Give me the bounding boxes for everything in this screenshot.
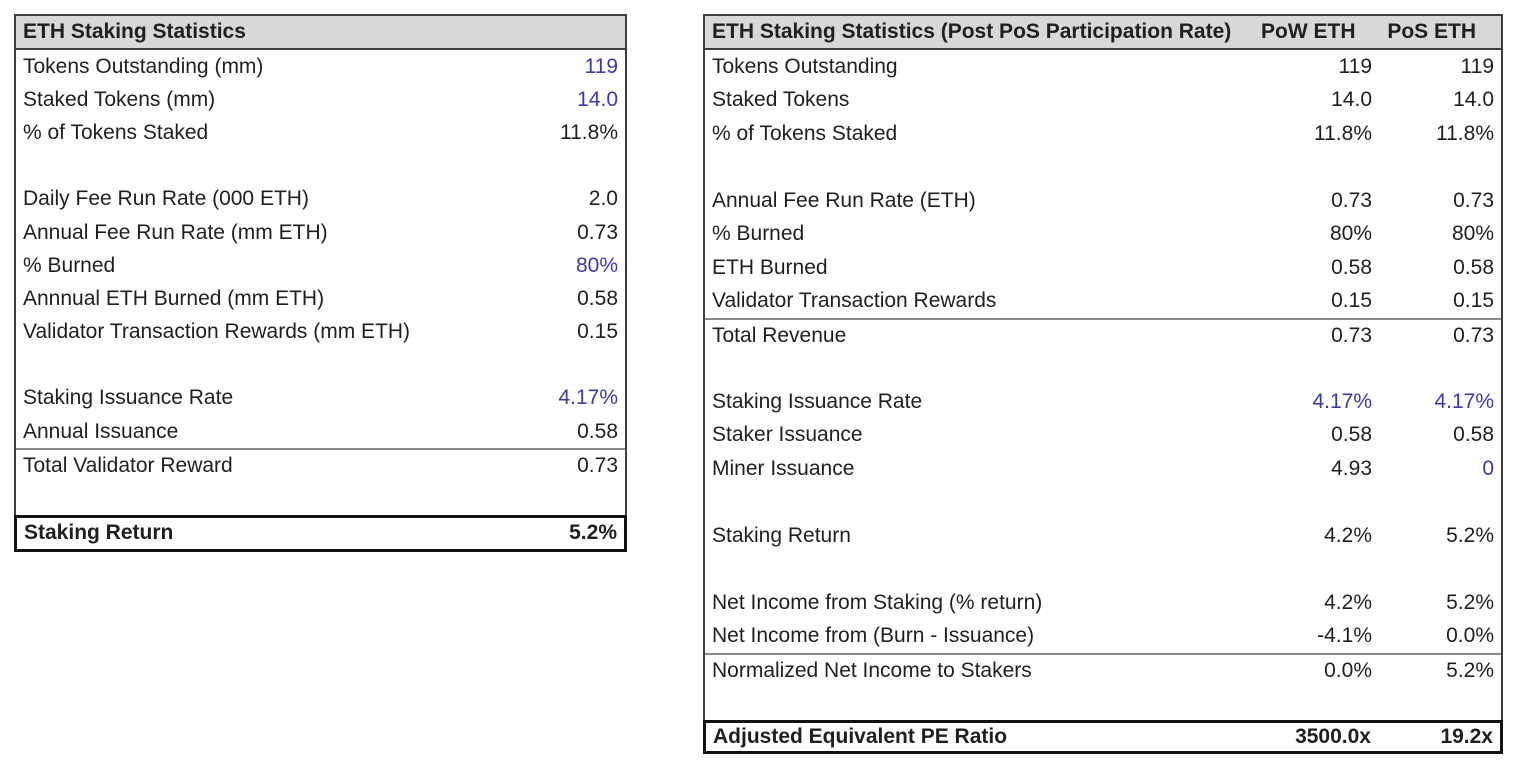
row-label: Tokens Outstanding [712, 54, 898, 78]
row-label: % of Tokens Staked [23, 120, 209, 144]
right-table-title: ETH Staking Statistics (Post PoS Participation Rate) [712, 20, 1232, 43]
eth-staking-statistics-table [14, 14, 627, 552]
right-table-header [705, 16, 1501, 50]
right-table-body [705, 50, 1501, 720]
row-value: 0.58 [1331, 423, 1372, 447]
row-value: 0.58 [577, 286, 618, 310]
table-row [705, 50, 1501, 84]
spacer-row [705, 687, 1501, 721]
row-value: 0.73 [1453, 188, 1494, 212]
row-label: Tokens Outstanding (mm) [23, 54, 264, 78]
row-value: 119 [584, 54, 618, 78]
table-row [705, 117, 1501, 151]
column-header-pow-eth: PoW ETH [1261, 20, 1356, 43]
table-row [705, 318, 1501, 352]
staking-return-total-row [14, 515, 627, 552]
left-table-body [16, 50, 625, 515]
table-row [16, 382, 625, 415]
row-value: 4.17% [1434, 389, 1494, 413]
row-value: 0.0% [1446, 624, 1494, 648]
row-label: Staking Return [712, 523, 851, 547]
table-row [705, 251, 1501, 285]
spacer-row [16, 150, 625, 183]
table-row [16, 183, 625, 216]
row-value: 4.17% [558, 386, 618, 410]
row-value: 11.8% [1314, 121, 1372, 145]
row-value: 0.73 [577, 220, 618, 244]
row-value: 4.93 [1331, 456, 1372, 480]
row-value: 0.58 [1453, 255, 1494, 279]
row-label: Total Validator Reward [23, 453, 233, 477]
row-value: 119 [1338, 54, 1372, 78]
table-row [16, 249, 625, 282]
row-value: 14.0 [1453, 88, 1494, 112]
row-label: % Burned [712, 222, 805, 246]
row-label: ETH Burned [712, 255, 828, 279]
table-row [705, 385, 1501, 419]
row-label: Staker Issuance [712, 423, 863, 447]
row-value: 4.2% [1324, 590, 1372, 614]
row-label: Validator Transaction Rewards (mm ETH) [23, 320, 411, 344]
table-row [705, 184, 1501, 218]
row-value: 80% [1451, 222, 1494, 246]
left-table-frame [14, 14, 627, 517]
row-label: Net Income from (Burn - Issuance) [712, 624, 1035, 648]
row-value: 5.2% [1446, 590, 1494, 614]
table-row [16, 316, 625, 349]
table-row [705, 653, 1501, 687]
row-label: Staking Issuance Rate [23, 386, 234, 410]
table-row [705, 218, 1501, 252]
total-row-value-pow: 3500.0x [1295, 725, 1371, 748]
table-row [705, 452, 1501, 486]
table-row [16, 83, 625, 116]
row-value: 0.58 [577, 419, 618, 443]
table-row [705, 84, 1501, 118]
row-value: 11.8% [560, 120, 618, 144]
row-value: 0 [1482, 456, 1494, 480]
left-table-header [16, 16, 625, 50]
table-row [16, 50, 625, 83]
row-label: Annnual ETH Burned (mm ETH) [23, 286, 325, 310]
row-label: Staked Tokens [712, 88, 850, 112]
row-value: 0.73 [577, 453, 618, 477]
total-row-value-pos: 19.2x [1440, 725, 1493, 748]
row-label: % Burned [23, 253, 116, 277]
row-value: 4.2% [1324, 523, 1372, 547]
table-row [705, 285, 1501, 319]
row-value: -4.1% [1317, 624, 1372, 648]
row-value: 11.8% [1436, 121, 1494, 145]
total-row-label: Adjusted Equivalent PE Ratio [713, 725, 1008, 748]
table-row [16, 448, 625, 481]
table-row [16, 282, 625, 315]
row-value: 0.73 [1331, 188, 1372, 212]
row-value: 2.0 [588, 187, 618, 211]
row-value: 80% [1329, 222, 1372, 246]
row-label: Annual Issuance [23, 419, 179, 443]
table-row [705, 419, 1501, 453]
table-row [16, 415, 625, 448]
row-value: 5.2% [1446, 658, 1494, 682]
row-value: 0.15 [577, 320, 618, 344]
table-row [705, 586, 1501, 620]
row-value: 119 [1460, 54, 1494, 78]
left-table-title: ETH Staking Statistics [23, 20, 246, 43]
row-value: 0.15 [1331, 289, 1372, 313]
row-label: Annual Fee Run Rate (mm ETH) [23, 220, 328, 244]
table-row [705, 620, 1501, 654]
row-value: 0.73 [1453, 323, 1494, 347]
spacer-row [705, 486, 1501, 520]
row-value: 14.0 [577, 87, 618, 111]
row-label: Validator Transaction Rewards [712, 289, 997, 313]
row-value: 5.2% [1446, 523, 1494, 547]
row-value: 0.58 [1453, 423, 1494, 447]
row-label: Miner Issuance [712, 456, 855, 480]
row-value: 80% [575, 253, 618, 277]
row-label: Daily Fee Run Rate (000 ETH) [23, 187, 309, 211]
right-table-frame [703, 14, 1503, 722]
spacer-row [705, 352, 1501, 386]
row-label: Net Income from Staking (% return) [712, 590, 1043, 614]
spacer-row [16, 349, 625, 382]
row-value: 0.15 [1453, 289, 1494, 313]
row-label: Staked Tokens (mm) [23, 87, 216, 111]
column-header-pos-eth: PoS ETH [1387, 20, 1476, 43]
row-value: 4.17% [1312, 389, 1372, 413]
row-value: 0.58 [1331, 255, 1372, 279]
row-label: Staking Issuance Rate [712, 389, 923, 413]
adjusted-pe-ratio-total-row [703, 720, 1503, 754]
row-label: % of Tokens Staked [712, 121, 898, 145]
row-value: 0.73 [1331, 323, 1372, 347]
row-label: Annual Fee Run Rate (ETH) [712, 188, 976, 212]
spacer-row [705, 151, 1501, 185]
table-row [16, 216, 625, 249]
row-label: Total Revenue [712, 323, 847, 347]
row-label: Normalized Net Income to Stakers [712, 658, 1032, 682]
table-row [705, 519, 1501, 553]
row-value: 0.0% [1324, 658, 1372, 682]
total-row-value: 5.2% [569, 521, 617, 545]
eth-staking-post-pos-table [703, 14, 1503, 754]
table-row [16, 116, 625, 149]
spacer-row [16, 481, 625, 514]
total-row-label: Staking Return [24, 521, 174, 545]
row-value: 14.0 [1331, 88, 1372, 112]
spacer-row [705, 553, 1501, 587]
